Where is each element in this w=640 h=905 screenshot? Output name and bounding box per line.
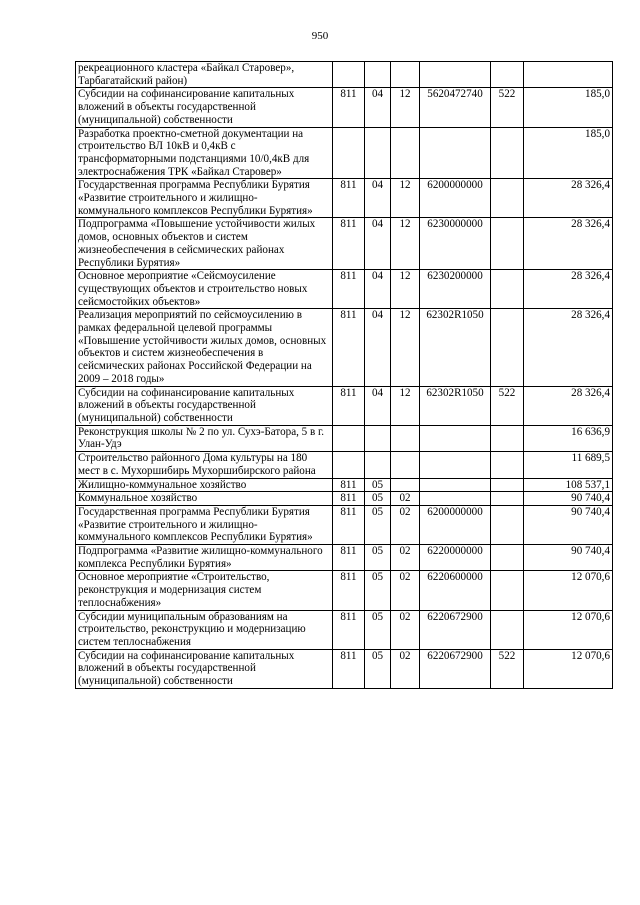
row-section-cell: 05 (365, 610, 391, 649)
row-grbs-cell: 811 (333, 649, 365, 688)
row-grbs-cell: 811 (333, 179, 365, 218)
row-grbs-cell: 811 (333, 492, 365, 506)
row-target-article-cell: 6220672900 (420, 610, 491, 649)
row-subsection-cell: 02 (391, 610, 420, 649)
row-subsection-cell: 02 (391, 492, 420, 506)
table-row (76, 571, 613, 610)
row-amount-cell: 90 740,4 (524, 505, 613, 544)
row-expense-type-cell: 522 (491, 649, 524, 688)
row-expense-type-cell (491, 127, 524, 179)
row-grbs-cell: 811 (333, 386, 365, 425)
row-amount-cell: 12 070,6 (524, 571, 613, 610)
row-target-article-cell (420, 425, 491, 451)
row-target-article-cell: 5620472740 (420, 88, 491, 127)
row-section-cell (365, 62, 391, 88)
row-section-cell (365, 127, 391, 179)
row-amount-cell: 28 326,4 (524, 386, 613, 425)
row-expense-type-cell (491, 478, 524, 492)
row-amount-cell: 28 326,4 (524, 218, 613, 270)
row-grbs-cell: 811 (333, 88, 365, 127)
row-expense-type-cell (491, 62, 524, 88)
budget-table-body (76, 62, 613, 689)
row-amount-cell: 28 326,4 (524, 270, 613, 309)
row-section-cell: 04 (365, 88, 391, 127)
row-section-cell: 04 (365, 179, 391, 218)
row-name-cell: Подпрограмма «Повышение устойчивости жилых домов, основных объектов и систем жизнеобеспечения в сейсмических районах Республики Бурятия» (76, 218, 333, 270)
row-amount-cell: 12 070,6 (524, 649, 613, 688)
row-grbs-cell: 811 (333, 270, 365, 309)
row-expense-type-cell: 522 (491, 386, 524, 425)
table-row (76, 452, 613, 478)
row-name-cell: Реконструкция школы № 2 по ул. Сухэ-Батора, 5 в г. Улан-Удэ (76, 425, 333, 451)
row-target-article-cell: 6200000000 (420, 505, 491, 544)
row-grbs-cell (333, 62, 365, 88)
row-grbs-cell (333, 425, 365, 451)
table-row (76, 218, 613, 270)
row-target-article-cell: 62302R1050 (420, 386, 491, 425)
table-row (76, 425, 613, 451)
row-section-cell: 05 (365, 492, 391, 506)
row-target-article-cell (420, 127, 491, 179)
row-amount-cell: 28 326,4 (524, 179, 613, 218)
row-subsection-cell: 12 (391, 218, 420, 270)
row-target-article-cell: 6220672900 (420, 649, 491, 688)
row-section-cell: 04 (365, 386, 391, 425)
row-grbs-cell: 811 (333, 610, 365, 649)
row-target-article-cell (420, 478, 491, 492)
table-row (76, 179, 613, 218)
row-subsection-cell (391, 478, 420, 492)
row-name-cell: Реализация мероприятий по сейсмоусилению в рамках федеральной целевой программы «Повышение устойчивости жилых домов, основных объектов и систем жизнеобеспечения в сейсмических районах Российской Федерации на 2009 – 2018 годы» (76, 309, 333, 386)
row-section-cell: 04 (365, 270, 391, 309)
row-name-cell: Государственная программа Республики Бурятия «Развитие строительного и жилищно-коммунального комплексов Республики Бурятия» (76, 505, 333, 544)
row-expense-type-cell (491, 545, 524, 571)
row-amount-cell: 12 070,6 (524, 610, 613, 649)
row-target-article-cell: 6230200000 (420, 270, 491, 309)
row-grbs-cell: 811 (333, 478, 365, 492)
row-expense-type-cell: 522 (491, 88, 524, 127)
row-name-cell: Субсидии на софинансирование капитальных вложений в объекты государственной (муниципальной) собственности (76, 649, 333, 688)
row-grbs-cell: 811 (333, 571, 365, 610)
row-name-cell: Строительство районного Дома культуры на 180 мест в с. Мухоршибирь Мухоршибирского района (76, 452, 333, 478)
row-name-cell: Субсидии на софинансирование капитальных вложений в объекты государственной (муниципальной) собственности (76, 386, 333, 425)
row-subsection-cell (391, 452, 420, 478)
row-grbs-cell: 811 (333, 309, 365, 386)
table-row (76, 649, 613, 688)
row-amount-cell: 11 689,5 (524, 452, 613, 478)
row-target-article-cell (420, 492, 491, 506)
row-section-cell (365, 452, 391, 478)
table-row (76, 478, 613, 492)
row-expense-type-cell (491, 610, 524, 649)
row-expense-type-cell (491, 505, 524, 544)
row-section-cell: 05 (365, 545, 391, 571)
row-expense-type-cell (491, 218, 524, 270)
row-subsection-cell: 12 (391, 309, 420, 386)
row-name-cell: Разработка проектно-сметной документации на строительство ВЛ 10кВ и 0,4кВ с трансформаторными подстанциями 10/0,4кВ для электроснабжения ТРК «Байкал Старовер» (76, 127, 333, 179)
row-section-cell: 05 (365, 649, 391, 688)
row-subsection-cell (391, 62, 420, 88)
table-row (76, 62, 613, 88)
row-name-cell: Подпрограмма «Развитие жилищно-коммунального комплекса Республики Бурятия» (76, 545, 333, 571)
row-expense-type-cell (491, 452, 524, 478)
row-grbs-cell (333, 127, 365, 179)
row-subsection-cell: 12 (391, 179, 420, 218)
row-name-cell: Коммунальное хозяйство (76, 492, 333, 506)
page-number: 950 (311, 30, 329, 42)
row-amount-cell: 90 740,4 (524, 492, 613, 506)
row-subsection-cell: 02 (391, 649, 420, 688)
row-subsection-cell (391, 425, 420, 451)
row-section-cell (365, 425, 391, 451)
row-amount-cell: 185,0 (524, 88, 613, 127)
row-expense-type-cell (491, 492, 524, 506)
row-amount-cell: 90 740,4 (524, 545, 613, 571)
row-target-article-cell (420, 452, 491, 478)
table-row (76, 309, 613, 386)
row-name-cell: Субсидии на софинансирование капитальных вложений в объекты государственной (муниципальной) собственности (76, 88, 333, 127)
row-name-cell: Государственная программа Республики Бурятия «Развитие строительного и жилищно-коммунального комплексов Республики Бурятия» (76, 179, 333, 218)
row-name-cell: Жилищно-коммунальное хозяйство (76, 478, 333, 492)
row-grbs-cell: 811 (333, 505, 365, 544)
row-subsection-cell: 12 (391, 270, 420, 309)
row-target-article-cell: 6220600000 (420, 571, 491, 610)
row-amount-cell: 108 537,1 (524, 478, 613, 492)
table-row (76, 127, 613, 179)
row-name-cell: Основное мероприятие «Строительство, реконструкция и модернизация систем теплоснабжения» (76, 571, 333, 610)
row-subsection-cell: 12 (391, 88, 420, 127)
row-expense-type-cell (491, 571, 524, 610)
row-grbs-cell: 811 (333, 545, 365, 571)
row-section-cell: 05 (365, 571, 391, 610)
row-subsection-cell: 12 (391, 386, 420, 425)
table-row (76, 505, 613, 544)
row-target-article-cell: 6220000000 (420, 545, 491, 571)
row-name-cell: рекреационного кластера «Байкал Старовер», Тарбагатайский район) (76, 62, 333, 88)
row-target-article-cell (420, 62, 491, 88)
row-name-cell: Субсидии муниципальным образованиям на строительство, реконструкцию и модернизацию систем теплоснабжения (76, 610, 333, 649)
table-row (76, 492, 613, 506)
row-section-cell: 05 (365, 478, 391, 492)
row-target-article-cell: 62302R1050 (420, 309, 491, 386)
row-subsection-cell: 02 (391, 571, 420, 610)
row-expense-type-cell (491, 425, 524, 451)
row-grbs-cell (333, 452, 365, 478)
budget-table (75, 61, 613, 689)
table-row (76, 88, 613, 127)
row-subsection-cell: 02 (391, 505, 420, 544)
row-section-cell: 04 (365, 309, 391, 386)
row-section-cell: 04 (365, 218, 391, 270)
row-subsection-cell (391, 127, 420, 179)
row-name-cell: Основное мероприятие «Сейсмоусиление существующих объектов и строительство новых сейсмостойких объектов» (76, 270, 333, 309)
table-row (76, 610, 613, 649)
table-row (76, 545, 613, 571)
row-grbs-cell: 811 (333, 218, 365, 270)
row-amount-cell: 16 636,9 (524, 425, 613, 451)
table-row (76, 270, 613, 309)
row-amount-cell: 28 326,4 (524, 309, 613, 386)
row-expense-type-cell (491, 309, 524, 386)
row-amount-cell: 185,0 (524, 127, 613, 179)
row-target-article-cell: 6230000000 (420, 218, 491, 270)
row-amount-cell (524, 62, 613, 88)
row-target-article-cell: 6200000000 (420, 179, 491, 218)
row-section-cell: 05 (365, 505, 391, 544)
table-row (76, 386, 613, 425)
row-expense-type-cell (491, 270, 524, 309)
row-expense-type-cell (491, 179, 524, 218)
row-subsection-cell: 02 (391, 545, 420, 571)
